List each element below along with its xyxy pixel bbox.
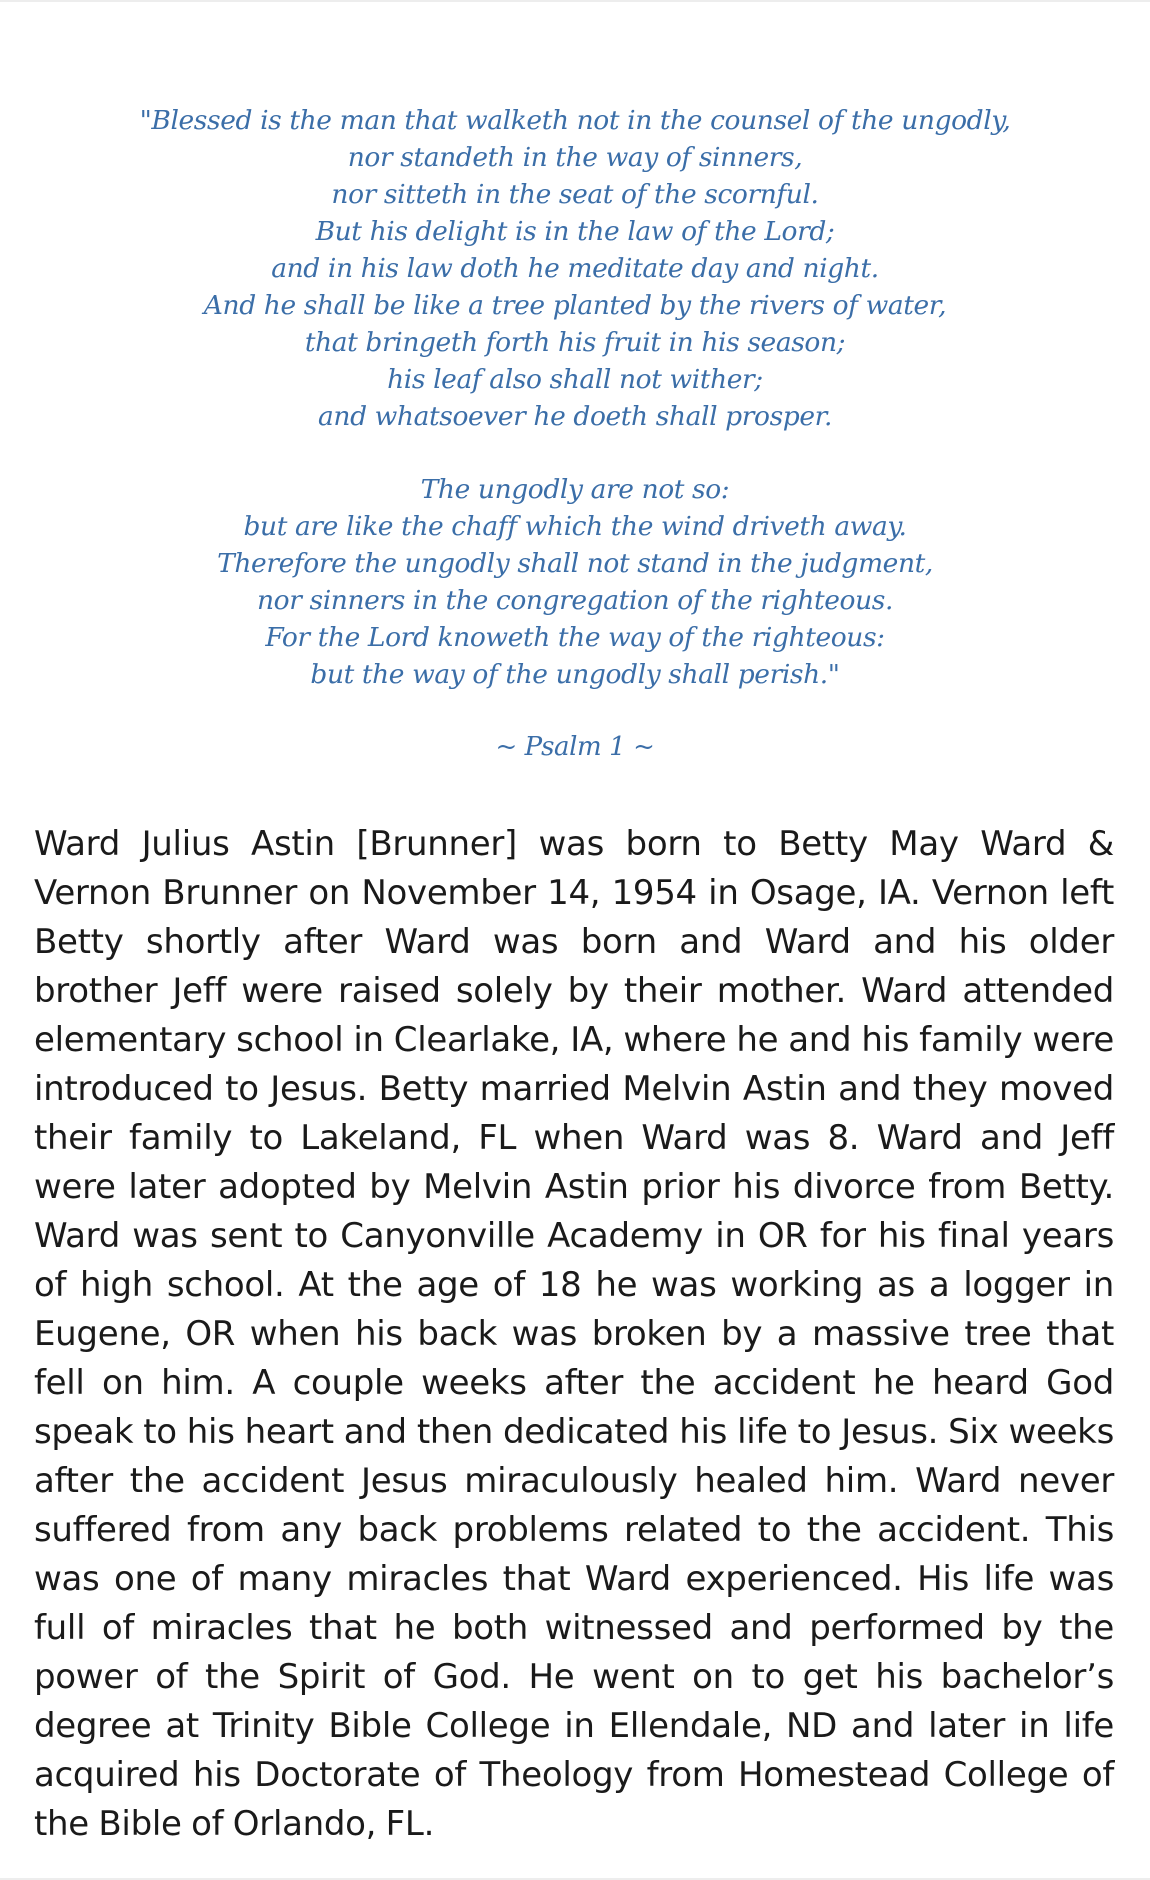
psalm-line: nor standeth in the way of sinners, <box>347 142 803 173</box>
psalm-quote <box>0 102 1150 766</box>
psalm-line: but the way of the ungodly shall perish." <box>310 659 840 690</box>
psalm-line: "Blessed is the man that walketh not in the counsel of the ungodly, <box>139 105 1011 136</box>
psalm-line: nor sitteth in the seat of the scornful. <box>331 179 819 210</box>
psalm-line: and in his law doth he meditate day and night. <box>271 253 879 284</box>
biography-paragraph: Ward Julius Astin [Brunner] was born to Betty May Ward & Vernon Brunner on November 14, 1954 in Osage, IA. Vernon left Betty shortly after Ward was born and Ward and his older brother Jeff were raised solely by their mother. Ward attended elementary school in Clearlake, IA, where he and his family were introduced to Jesus. Betty married Melvin Astin and they moved their family to Lakeland, FL when Ward was 8. Ward and Jeff were later adopted by Melvin Astin prior his divorce from Betty. Ward was sent to Canyonville Academy in OR for his final years of high school. At the age of 18 he was working as a logger in Eugene, OR when his back was broken by a massive tree that fell on him. A couple weeks after the accident he heard God speak to his heart and then dedicated his life to Jesus. Six weeks after the accident Jesus miraculously healed him. Ward never suffered from any back problems related to the accident. This was one of many miracles that Ward experienced. His life was full of miracles that he both witnessed and performed by the power of the Spirit of God. He went on to get his bachelor’s degree at Trinity Bible College in Ellendale, ND and later in life acquired his Doctorate of Theology from Homestead College of the Bible of Orlando, FL. <box>34 824 1114 1844</box>
psalm-line: and whatsoever he doeth shall prosper. <box>318 401 832 432</box>
psalm-line: but are like the chaff which the wind driveth away. <box>243 511 907 542</box>
psalm-attribution: ~ Psalm 1 ~ <box>495 732 655 762</box>
psalm-stanza-2 <box>0 471 1150 693</box>
psalm-line: The ungodly are not so: <box>420 474 730 505</box>
psalm-line: his leaf also shall not wither; <box>387 364 763 395</box>
psalm-line: For the Lord knoweth the way of the righteous: <box>265 622 885 653</box>
psalm-line: nor sinners in the congregation of the righteous. <box>257 585 893 616</box>
psalm-line: And he shall be like a tree planted by the rivers of water, <box>203 290 947 321</box>
psalm-stanza-1 <box>0 102 1150 435</box>
psalm-line: that bringeth forth his fruit in his season; <box>304 327 846 358</box>
psalm-line: But his delight is in the law of the Lord; <box>315 216 835 247</box>
psalm-line: Therefore the ungodly shall not stand in the judgment, <box>217 548 933 579</box>
